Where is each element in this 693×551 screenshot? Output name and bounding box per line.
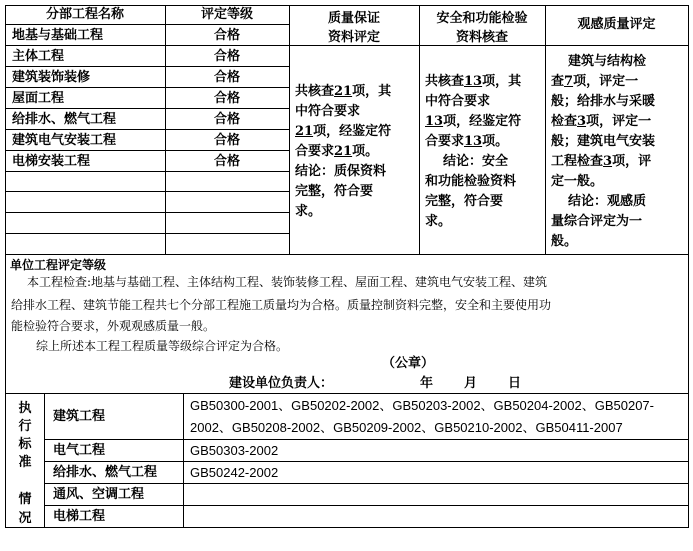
unit-evaluation-title: 单位工程评定等级 bbox=[10, 258, 107, 272]
row-grade: 合格 bbox=[213, 154, 240, 169]
header-safety-check-2: 资料核查 bbox=[455, 30, 508, 45]
row-sep bbox=[5, 66, 289, 67]
row-name: 屋面工程 bbox=[12, 91, 65, 106]
row-sep bbox=[5, 150, 289, 151]
standard-category: 建筑工程 bbox=[53, 409, 106, 424]
standard-codes: GB50300-2001、GB50202-2002、GB50203-2002、GB50204-2002、GB50207- bbox=[190, 398, 654, 413]
header-quality-assurance-1: 质量保证 bbox=[327, 11, 380, 26]
date-month: 月 bbox=[464, 376, 478, 391]
row-name: 建筑装饰装修 bbox=[12, 70, 91, 85]
standard-codes: 2002、GB50208-2002、GB50209-2002、GB50210-2002、GB50411-2007 bbox=[190, 420, 623, 435]
row-sep bbox=[5, 108, 289, 109]
row-grade: 合格 bbox=[213, 70, 240, 85]
row-sep bbox=[5, 24, 289, 25]
unit-evaluation-text: 给排水工程、建筑节能工程共七个分部工程施工质量均为合格。质量控制资料完整，安全和主要使用功 bbox=[11, 298, 552, 312]
standard-category: 给排水、燃气工程 bbox=[53, 465, 158, 480]
unit-evaluation-text: 能检验符合要求，外观观感质量一般。 bbox=[11, 319, 216, 333]
date-day: 日 bbox=[508, 376, 522, 391]
border-right bbox=[688, 5, 689, 528]
unit-evaluation-text: 本工程检查:地基与基础工程、主体结构工程、装饰装修工程、屋面工程、建筑电气安装工程、建筑 bbox=[27, 275, 548, 289]
row-name: 给排水、燃气工程 bbox=[12, 112, 117, 127]
standard-category: 电气工程 bbox=[53, 443, 106, 458]
section-sep bbox=[5, 254, 688, 255]
col-sep-4 bbox=[545, 5, 546, 254]
standard-codes: GB50303-2002 bbox=[190, 443, 279, 458]
signature-label: 建设单位负责人： bbox=[229, 376, 334, 391]
row-grade: 合格 bbox=[213, 91, 240, 106]
row-sep bbox=[5, 171, 289, 172]
row-grade: 合格 bbox=[213, 28, 240, 43]
unit-evaluation-conclusion: 综上所述本工程工程质量等级综合评定为合格。 bbox=[36, 339, 289, 353]
row-sep bbox=[5, 191, 289, 192]
row-name: 主体工程 bbox=[12, 49, 65, 64]
row-name: 建筑电气安装工程 bbox=[12, 133, 117, 148]
std-row-sep bbox=[44, 461, 688, 462]
row-sep bbox=[5, 212, 289, 213]
row-name: 电梯安装工程 bbox=[12, 154, 91, 169]
date-year: 年 bbox=[420, 376, 434, 391]
official-seal: （公章） bbox=[382, 356, 435, 371]
border-bottom bbox=[5, 527, 688, 528]
row-grade: 合格 bbox=[213, 49, 240, 64]
std-row-sep bbox=[44, 439, 688, 440]
row-sep bbox=[5, 233, 289, 234]
standard-category: 电梯工程 bbox=[53, 509, 106, 524]
row-name: 地基与基础工程 bbox=[12, 28, 104, 43]
row-sep bbox=[5, 87, 289, 88]
evaluation-form: 分部工程名称 评定等级 质量保证 资料评定 安全和功能检验 资料核查 观感质量评定 地基与基础工程 合格 主体工程 合格 建筑装饰装修 合格 屋面工程 合格 给排水、燃气工程 合格 建筑电气安装工程 合格 电梯安装工程 合格 共核查21项，其 中符合要求 21项，经鉴定符 合要求21项。 结论：质保资料 完整，符合要 求。 共核查13项，其 中符合要求 13项，经鉴定符 合要求13项。 结论：安全 和功能检验资料 完整，符合要 求。 建筑与结构检 查7项，评定一 般；给排水与采暖 检查3项，评定一 般；建筑电气安装 工程检查3项，评 定一般。 结论：观感质 量综合评定为一 般。 单位工程评定等级 本工程检查:地基与基础工程、主体结构工程、装饰装修工程、屋面工程、建筑电气安装工程、建筑 给排水工程、建筑节能工程共七个分部工程施工质量均为合格。质量控制资料完整，安全和主要使用功 能检验符合要求，外观观感质量一般。 综上所述本工程工程质量等级综合评定为合格。 （公章） 建设单位负责人： 年 月 日 执 行 标 准 情 况 建筑工程 GB50300-2001、GB50202-2002、GB50203-2002、GB50204-2002、GB50207- 2002、GB50208-2002、GB50209-2002、GB50210-2002、GB50411-2007 电气工程 GB50303-2002 给排水、燃气工程 GB50242-2002 通风、空调工程 电梯工程 bbox=[0, 0, 693, 551]
border-left bbox=[5, 5, 6, 528]
standard-codes: GB50242-2002 bbox=[190, 465, 279, 480]
header-quality-assurance-2: 资料评定 bbox=[327, 30, 380, 45]
header-appearance: 观感质量评定 bbox=[577, 17, 656, 32]
row-grade: 合格 bbox=[213, 133, 240, 148]
header-safety-check-1: 安全和功能检验 bbox=[436, 11, 528, 26]
section-sep bbox=[5, 393, 688, 394]
std-row-sep bbox=[44, 505, 688, 506]
row-grade: 合格 bbox=[213, 112, 240, 127]
row-sep bbox=[5, 129, 289, 130]
std-row-sep bbox=[44, 483, 688, 484]
header-subproject: 分部工程名称 bbox=[45, 7, 124, 22]
header-grade: 评定等级 bbox=[200, 7, 253, 22]
standard-category: 通风、空调工程 bbox=[53, 487, 145, 502]
